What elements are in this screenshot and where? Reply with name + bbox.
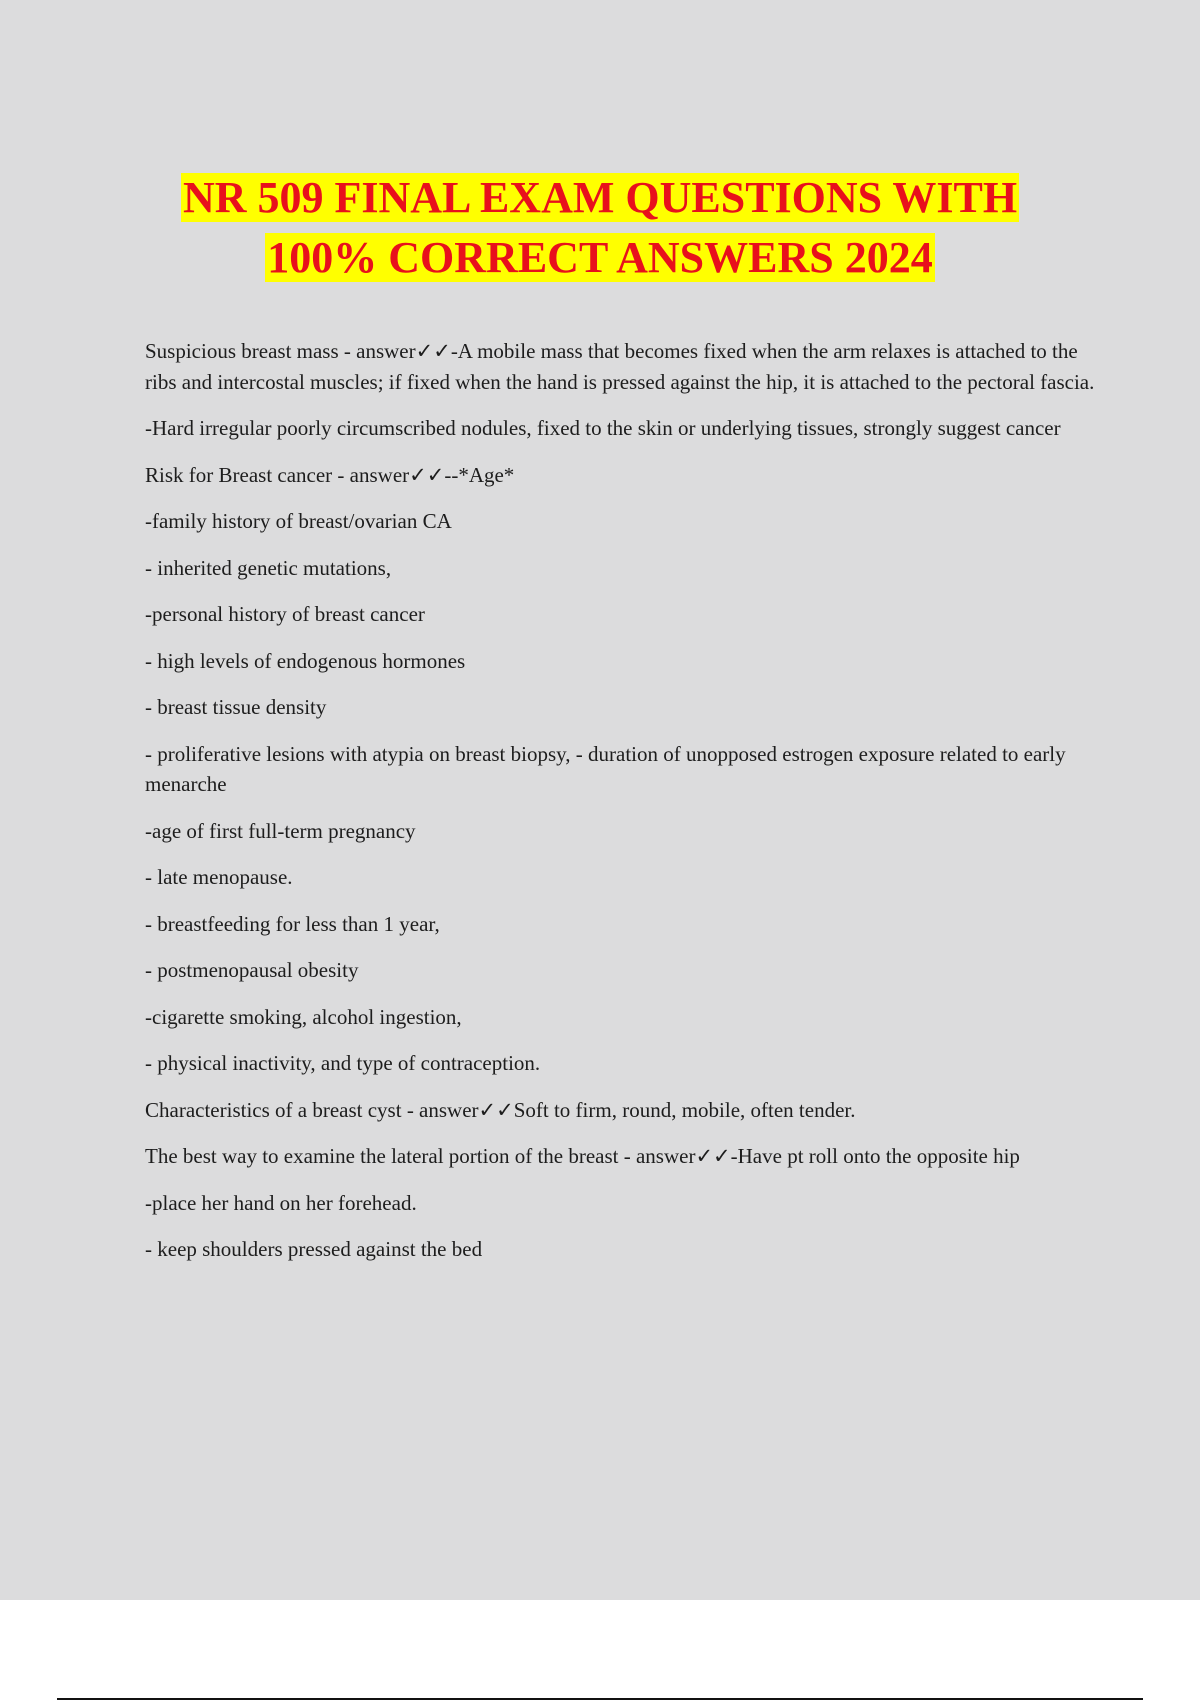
list-item-shoulders-bed: - keep shoulders pressed against the bed — [145, 1237, 483, 1261]
list-item-late-menopause: - late menopause. — [145, 865, 293, 889]
paragraph-hard-nodules: -Hard irregular poorly circumscribed nodules, fixed to the skin or underlying tissues, strongly suggest cancer — [145, 416, 1061, 440]
list-item-family-history: -family history of breast/ovarian CA — [145, 509, 452, 533]
title-line-2-text: 100% CORRECT ANSWERS 2024 — [267, 233, 933, 282]
list-item-inactivity-contraception: - physical inactivity, and type of contraception. — [145, 1051, 541, 1075]
document-body — [145, 336, 1095, 1281]
title-line-2 — [0, 228, 1200, 288]
list-item-obesity: - postmenopausal obesity — [145, 958, 359, 982]
list-item-tissue-density: - breast tissue density — [145, 695, 327, 719]
title-line-1-text: NR 509 FINAL EXAM QUESTIONS WITH — [182, 173, 1018, 222]
paragraph-lateral-exam: The best way to examine the lateral portion of the breast - answer✓✓-Have pt roll onto the opposite hip — [145, 1144, 1020, 1168]
list-item-breastfeeding: - breastfeeding for less than 1 year, — [145, 911, 440, 936]
paragraph-suspicious-breast-mass: Suspicious breast mass - answer✓✓-A mobile mass that becomes fixed when the arm relaxes is attached to the ribs and intercostal muscles; if fixed when the hand is pressed against the hip, it is attached to the pectoral fascia. — [145, 339, 1095, 394]
list-item-hand-forehead: -place her hand on her forehead. — [145, 1190, 417, 1215]
list-item-first-pregnancy: -age of first full-term pregnancy — [145, 818, 416, 843]
list-item-endogenous-hormones: - high levels of endogenous hormones — [145, 648, 466, 673]
paragraph-breast-cyst: Characteristics of a breast cyst - answer✓✓Soft to firm, round, mobile, often tender. — [145, 1097, 856, 1122]
list-item-genetic-mutations: - inherited genetic mutations, — [145, 555, 392, 580]
list-item-proliferative-lesions: - proliferative lesions with atypia on breast biopsy, - duration of unopposed estrogen exposure related to early menarche — [145, 741, 1066, 796]
title-line-1 — [0, 168, 1200, 228]
list-item-personal-history: -personal history of breast cancer — [145, 602, 425, 626]
document-title — [0, 168, 1200, 288]
list-item-smoking-alcohol: -cigarette smoking, alcohol ingestion, — [145, 1004, 462, 1029]
paragraph-risk-breast-cancer: Risk for Breast cancer - answer✓✓--*Age* — [145, 462, 515, 487]
